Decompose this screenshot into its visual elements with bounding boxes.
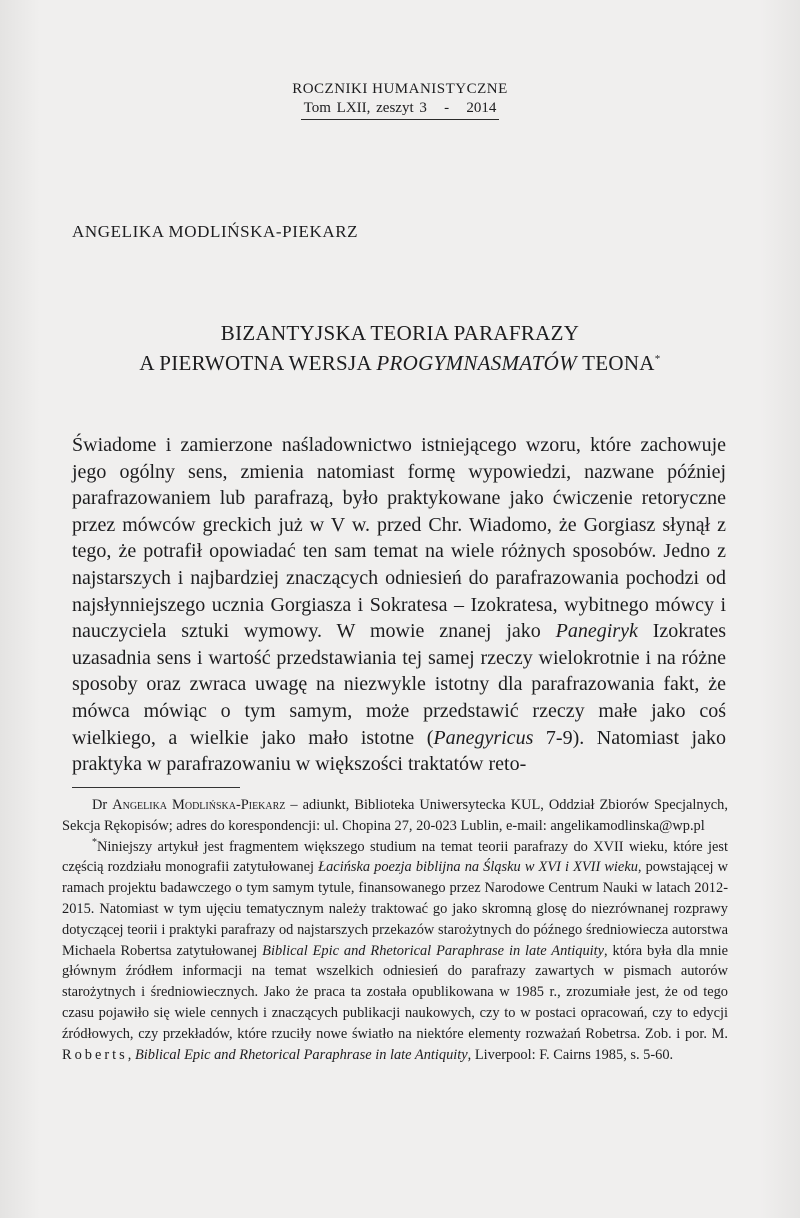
footnote-star [62,837,728,1066]
footnote-text-5: , Liverpool: F. Cairns 1985, s. 5-60. [467,1046,674,1063]
article-body [72,432,726,778]
article-author: ANGELIKA MODLIŃSKA-PIEKARZ [72,222,359,241]
footnote-author-details: – adiunkt, Biblioteka Uniwersytecka KUL, Oddział Zbiorów Specjalnych, Sekcja Rękopisów; adres do korespondencji: ul. Chopina 27, 20-023 Lublin, e-mail: angelikamodlinska@wp.pl [62,797,728,834]
body-text-3: 7-9). Natomiast jako praktyka w parafrazowaniu w większości traktatów reto- [72,726,726,776]
body-text-2: Izokrates uzasadnia sens i wartość przedstawiania tej samej rzeczy wielokrotnie i na różne sposoby oraz zwraca uwagę na niezwykle istotny dla parafrazowania fakt, że mówca mówiąc o tym samym, może przedstawić rzeczy małe jako coś wielkiego, a wielkie jako mało istotne ( [72,620,726,749]
body-paragraph [72,432,726,778]
journal-name: ROCZNIKI HUMANISTYCZNE [292,81,508,97]
article-title [0,318,800,378]
title-line-2-post: TEONA [576,351,655,375]
journal-header [0,80,800,120]
title-footnote-mark: * [654,353,661,365]
footnote-author [62,795,728,837]
footnote-text-2: powstającej w ramach projektu badawczego o tym samym tytule, finansowanego przez Narodowe Centrum Nauki w latach 2012-2015. Natomiast w tym ujęciu tematycznym należy traktować go jako skromną glosę do niezrównanej rozprawy dotyczącej teorii i praktyki parafrazy od najstarszych przekazów starożytnych do późnego średniowiecza autorstwa Michaela Robertsa zatytułowanej [62,859,729,959]
footnote-text-3: , która była dla mnie głównym źródłem informacji na temat wszelkich odniesień do parafrazy zawartych w pismach autorów starożytnych i średniowiecznych. Jako że praca ta została opublikowana w 1985 r., zrozumiałe jest, że od tego czasu pojawiło się wiele cennych i znaczących publikacji naukowych, czy to w postaci opracowań, czy to edycji źródłowych, czy przekładów, które rzuciły nowe światło na niektóre elementy rozważań Robetrsa. Zob. i por. M. [62,942,728,1042]
footnote-author-prefix: Dr [92,797,113,813]
footnote-italic-3: Biblical Epic and Rhetorical Paraphrase in late Antiquity [134,1046,468,1063]
title-line-2-pre: A PIERWOTNA WERSJA [139,351,377,375]
footnote-italic-2: Biblical Epic and Rhetorical Paraphrase in late Antiquity [262,942,605,959]
footnote-text-4: , [127,1046,135,1063]
footnote-star-mark: * [92,836,97,848]
footnote-italic-1: Łacińska poezja biblijna na Śląsku w XVI i XVII wieku, [318,859,642,876]
footnote-spaced-name: Roberts [62,1046,128,1063]
title-line-1: BIZANTYJSKA TEORIA PARAFRAZY [220,321,580,345]
body-italic-panegiryk: Panegiryk [555,620,638,643]
body-italic-panegyricus: Panegyricus [433,726,534,749]
body-text-1: Świadome i zamierzone naśladownictwo istniejącego wzoru, które zachowuje jego ogólny sens, zmienia natomiast formę wypowiedzi, nazwane później parafrazowaniem lub parafrazą, było praktykowane jako ćwiczenie retoryczne przez mówców greckich już w V w. przed Chr. Wiadomo, że Gorgiasz słynął z tego, że potrafił opowiadać ten sam temat na wiele różnych sposobów. Jedno z najstarszych i najbardziej znaczących odniesień do parafrazowania pochodzi od najsłynniejszego ucznia Gorgiasza i Sokratesa – Izokratesa, wybitnego mówcy i nauczyciela sztuki wymowy. W mowie znanej jako [72,434,726,643]
title-italic: PROGYMNASMATÓW [376,351,577,375]
journal-volume: Tom LXII, zeszyt 3 - 2014 [301,99,500,120]
footnote-divider [72,787,240,788]
title-line-2 [0,348,800,378]
footnotes [62,795,728,1065]
footnote-author-name: Angelika Modlińska-Piekarz [112,797,286,813]
footnote-text-1: Niniejszy artykuł jest fragmentem większego studium na temat teorii parafrazy do XVII wieku, które jest częścią rozdziału monografii zatytułowanej [62,838,728,876]
